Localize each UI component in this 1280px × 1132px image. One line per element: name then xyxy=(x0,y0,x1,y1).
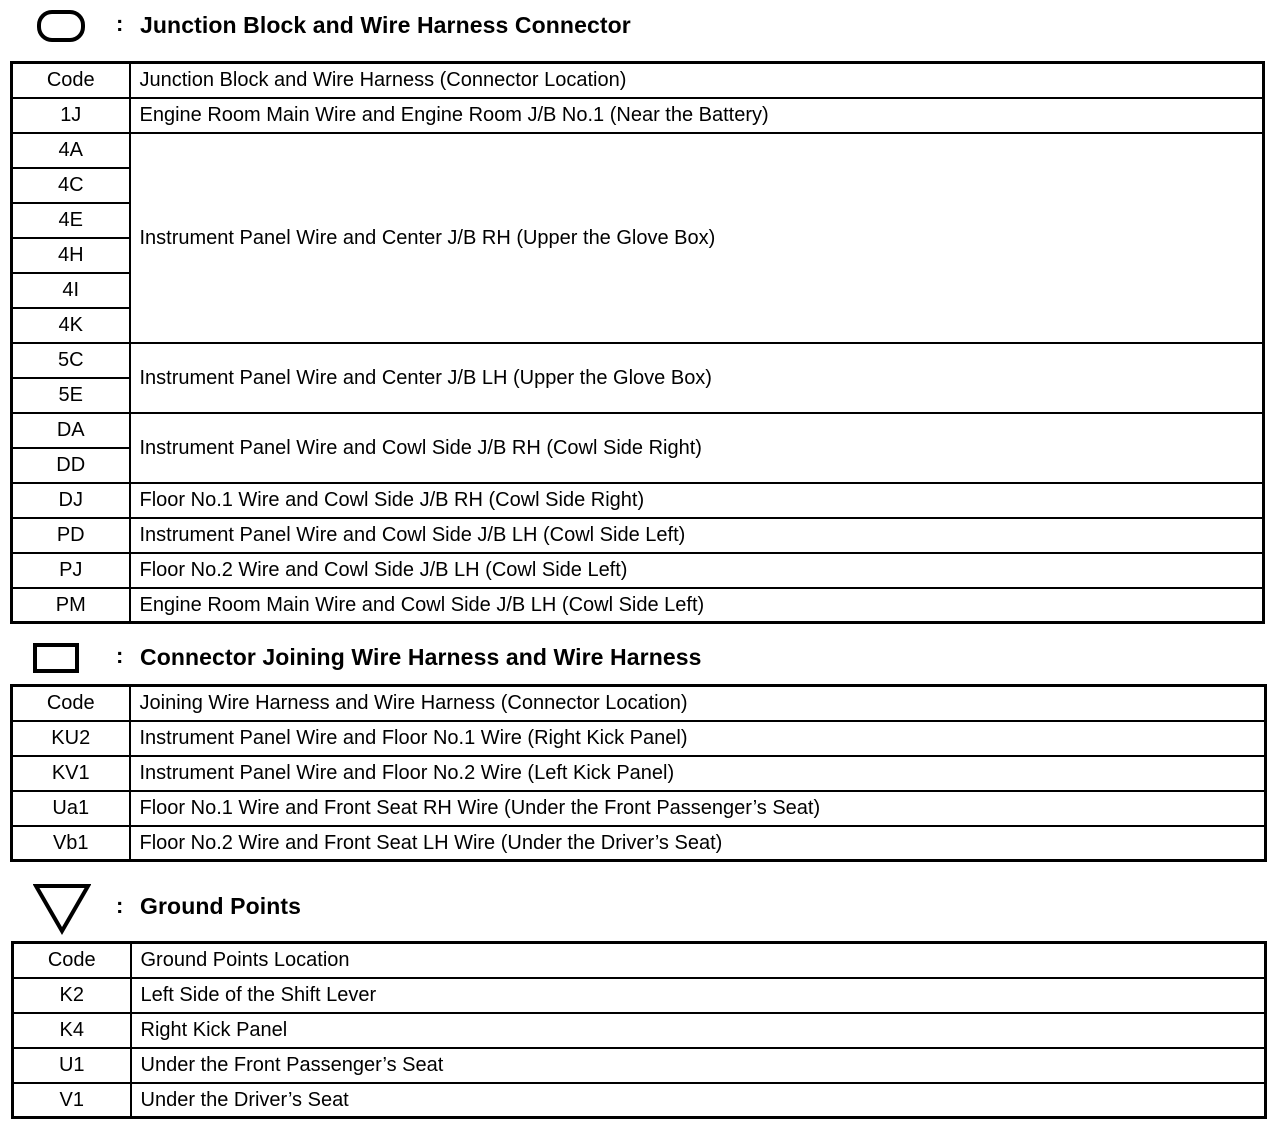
code-cell: Vb1 xyxy=(12,826,130,861)
code-cell: V1 xyxy=(13,1083,131,1118)
down-triangle-icon xyxy=(33,883,91,935)
code-cell: 4I xyxy=(12,273,130,308)
code-cell: KV1 xyxy=(12,756,130,791)
table-row xyxy=(12,756,1266,791)
header-code: Code xyxy=(12,686,130,721)
location-cell: Floor No.2 Wire and Front Seat LH Wire (Under the Driver’s Seat) xyxy=(130,826,1266,861)
rectangle-icon xyxy=(33,642,79,674)
location-cell: Floor No.1 Wire and Cowl Side J/B RH (Cowl Side Right) xyxy=(130,483,1264,518)
table-row xyxy=(12,413,1264,448)
section-colon: : xyxy=(116,11,124,36)
table-row xyxy=(13,1048,1266,1083)
location-cell: Floor No.2 Wire and Cowl Side J/B LH (Cowl Side Left) xyxy=(130,553,1264,588)
header-code: Code xyxy=(13,943,131,978)
header-location: Joining Wire Harness and Wire Harness (Connector Location) xyxy=(130,686,1266,721)
code-cell: DJ xyxy=(12,483,130,518)
code-cell: 4A xyxy=(12,133,130,168)
code-cell: PM xyxy=(12,588,130,623)
table-row xyxy=(12,483,1264,518)
header-location: Junction Block and Wire Harness (Connector Location) xyxy=(130,63,1264,98)
location-cell: Under the Front Passenger’s Seat xyxy=(131,1048,1266,1083)
location-cell: Right Kick Panel xyxy=(131,1013,1266,1048)
code-cell: KU2 xyxy=(12,721,130,756)
section-colon: : xyxy=(116,643,124,668)
table-row xyxy=(12,588,1264,623)
table-row xyxy=(12,133,1264,168)
code-cell: 1J xyxy=(12,98,130,133)
code-cell: K4 xyxy=(13,1013,131,1048)
code-cell: 4H xyxy=(12,238,130,273)
header-code: Code xyxy=(12,63,130,98)
location-cell: Under the Driver’s Seat xyxy=(131,1083,1266,1118)
table-row xyxy=(12,98,1264,133)
code-cell: Ua1 xyxy=(12,791,130,826)
code-cell: 5E xyxy=(12,378,130,413)
connector-joining-table xyxy=(10,684,1267,862)
ground-points-table xyxy=(11,941,1267,1119)
table-header-row xyxy=(12,686,1266,721)
table-row xyxy=(12,553,1264,588)
code-cell: 4K xyxy=(12,308,130,343)
code-cell: DD xyxy=(12,448,130,483)
location-cell: Instrument Panel Wire and Cowl Side J/B RH (Cowl Side Right) xyxy=(130,413,1264,483)
table-row xyxy=(12,791,1266,826)
section-title: Connector Joining Wire Harness and Wire Harness xyxy=(140,644,702,670)
code-cell: PJ xyxy=(12,553,130,588)
location-cell: Floor No.1 Wire and Front Seat RH Wire (Under the Front Passenger’s Seat) xyxy=(130,791,1266,826)
table-row xyxy=(12,518,1264,553)
table-row xyxy=(13,1013,1266,1048)
location-cell: Instrument Panel Wire and Center J/B RH (Upper the Glove Box) xyxy=(130,133,1264,343)
location-cell: Left Side of the Shift Lever xyxy=(131,978,1266,1013)
section-ground-points-header xyxy=(0,878,1280,930)
code-cell: U1 xyxy=(13,1048,131,1083)
table-row xyxy=(13,1083,1266,1118)
rounded-rectangle-icon xyxy=(36,9,86,43)
code-cell: 5C xyxy=(12,343,130,378)
location-cell: Engine Room Main Wire and Engine Room J/B No.1 (Near the Battery) xyxy=(130,98,1264,133)
table-row xyxy=(12,721,1266,756)
code-cell: PD xyxy=(12,518,130,553)
location-cell: Instrument Panel Wire and Floor No.2 Wire (Left Kick Panel) xyxy=(130,756,1266,791)
table-header-row xyxy=(13,943,1266,978)
section-title: Junction Block and Wire Harness Connector xyxy=(140,12,631,38)
table-row xyxy=(12,343,1264,378)
junction-block-table xyxy=(10,61,1265,624)
location-cell: Instrument Panel Wire and Cowl Side J/B LH (Cowl Side Left) xyxy=(130,518,1264,553)
code-cell: 4E xyxy=(12,203,130,238)
table-row xyxy=(13,978,1266,1013)
section-title: Ground Points xyxy=(140,893,302,919)
section-connector-joining-header xyxy=(0,632,1280,684)
table-header-row xyxy=(12,63,1264,98)
code-cell: 4C xyxy=(12,168,130,203)
code-cell: DA xyxy=(12,413,130,448)
location-cell: Instrument Panel Wire and Center J/B LH (Upper the Glove Box) xyxy=(130,343,1264,413)
location-cell: Engine Room Main Wire and Cowl Side J/B LH (Cowl Side Left) xyxy=(130,588,1264,623)
section-colon: : xyxy=(116,893,124,918)
table-row xyxy=(12,826,1266,861)
code-cell: K2 xyxy=(13,978,131,1013)
header-location: Ground Points Location xyxy=(131,943,1266,978)
section-junction-block-header xyxy=(0,0,1280,52)
location-cell: Instrument Panel Wire and Floor No.1 Wire (Right Kick Panel) xyxy=(130,721,1266,756)
